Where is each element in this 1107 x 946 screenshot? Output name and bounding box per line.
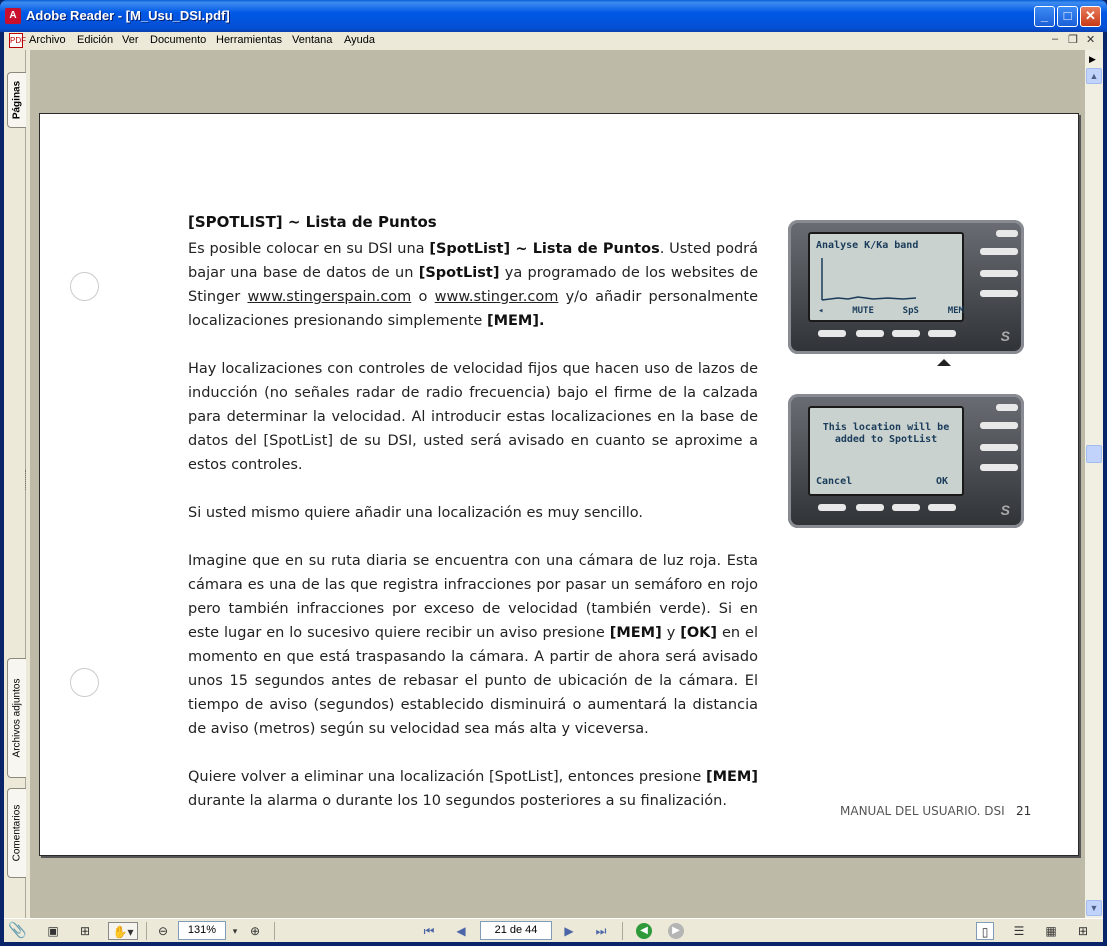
stinger-logo: S (1000, 328, 1010, 344)
device-screen (808, 406, 964, 496)
section-heading: [SPOTLIST] ~ Lista de Puntos (188, 213, 437, 231)
page-footer: MANUAL DEL USUARIO. DSI (840, 804, 1005, 818)
text-run: o (411, 289, 435, 305)
paragraph-1 (188, 237, 758, 333)
last-page-icon[interactable]: ⏭ (595, 924, 607, 938)
zoom-out-icon[interactable]: ⊖ (157, 924, 169, 938)
close-button[interactable]: ✕ (1080, 6, 1101, 27)
text-run: . Usted podrá bajar una base de datos de un (188, 241, 759, 281)
stinger-link[interactable]: www.stinger.com (434, 289, 559, 305)
device-side-button (980, 422, 1018, 429)
paperclip-icon[interactable]: 📎 (8, 922, 27, 939)
tab-comentarios[interactable] (7, 788, 26, 878)
first-page-icon[interactable]: ⏮ (423, 924, 435, 938)
softkey-mute: MUTE (852, 306, 874, 316)
softkey-cancel: Cancel (816, 476, 853, 487)
next-page-icon[interactable]: ▶ (564, 924, 574, 938)
device-bottom-button (892, 330, 920, 337)
text-run: Imagine que en su ruta diaria se encuentra con una cámara de luz roja. Esta cámara es una de las que registra infracciones por pasar un semáforo en rojo pero también infracciones por exceso de velocidad (también verde). Si en este lugar en lo sucesivo quiere recibir un aviso presione (188, 553, 758, 641)
paragraph-4 (188, 549, 758, 741)
continuous-view-icon[interactable]: ☰ (1013, 924, 1025, 938)
device-image-spotlist (788, 394, 1024, 528)
document-viewport[interactable] (30, 50, 1085, 918)
scrollbar-thumb[interactable] (1086, 445, 1102, 463)
device-side-button (996, 404, 1018, 411)
binder-hole (70, 272, 99, 301)
go-forward-icon[interactable]: ▶ (668, 923, 684, 939)
device-side-button (980, 464, 1018, 471)
device-bottom-button (928, 504, 956, 511)
paragraph-2: Hay localizaciones con controles de velocidad fijos que hacen uso de lazos de inducción (no señales radar de radio frecuencia) bajo el firme de la calzada para determinar la velocidad. Al introducir estas localizaciones en la base de datos del [SpotList] de su DSI, usted será avisado en cuanto se aproxime a estos controles. (188, 361, 758, 473)
bold-run: [MEM]. (486, 313, 545, 329)
device-bottom-button (856, 330, 884, 337)
minimize-button[interactable]: _ (1034, 6, 1055, 27)
tab-paginas-label: Páginas (11, 80, 23, 120)
menu-ver[interactable]: Ver (122, 34, 139, 46)
tab-archivos-adjuntos[interactable] (7, 658, 26, 778)
maximize-button[interactable]: □ (1057, 6, 1078, 27)
scroll-down-arrow[interactable]: ▼ (1086, 900, 1102, 916)
main-frame (4, 50, 1103, 918)
tab-paginas[interactable] (7, 72, 26, 128)
facing-pages-view-icon[interactable]: ▦ (1045, 924, 1057, 938)
softkey-row (818, 306, 964, 316)
screen-title: Analyse K/Ka band (816, 240, 919, 251)
sidebar-resize-grip[interactable] (25, 470, 28, 490)
paragraph-5 (188, 765, 758, 813)
vertical-scrollbar[interactable] (1085, 50, 1103, 918)
tab-comentarios-label: Comentarios (11, 804, 23, 862)
stinger-logo: S (1000, 502, 1010, 518)
go-back-icon[interactable]: ◀ (636, 923, 652, 939)
device-side-button (980, 290, 1018, 297)
zoom-in-icon[interactable]: ⊕ (249, 924, 261, 938)
arrow-up-icon (937, 359, 951, 366)
fullscreen-icon[interactable]: ▣ (47, 924, 59, 938)
text-run: ya programado de los websites de Stinger (188, 265, 758, 305)
page-number-field[interactable]: 21 de 44 (480, 921, 552, 940)
zoom-dropdown-icon[interactable]: ▾ (232, 926, 238, 936)
window-title: Adobe Reader - [M_Usu_DSI.pdf] (26, 8, 230, 23)
stingerspain-link[interactable]: www.stingerspain.com (247, 289, 412, 305)
page-footer-number: 21 (1016, 804, 1032, 818)
toolbar-separator (622, 922, 623, 940)
text-run: y (661, 625, 681, 641)
bold-run: [SpotList] ~ Lista de Puntos (429, 241, 660, 257)
device-bottom-button (818, 504, 846, 511)
document-close-button[interactable]: ✕ (1086, 34, 1096, 46)
window-bottom-border (0, 942, 1107, 946)
bold-run: [MEM] (609, 625, 662, 641)
device-side-button (980, 444, 1018, 451)
text-run: en el momento en que está traspasando la cámara. A partir de ahora será avisado unos 15 segundos antes de rebasar el punto de ubicación de la cámara. El tiempo de aviso (segundos) establecido disminuirá o aumentará la distancia de aviso (metros) según su velocidad sea más alta y viceversa. (188, 625, 758, 737)
page-body (188, 210, 758, 837)
text-run: Quiere volver a eliminar una localización [SpotList], entonces presione (188, 769, 706, 785)
screen-line-1: This location will be (822, 422, 950, 433)
title-bar (0, 0, 1107, 32)
continuous-facing-view-icon[interactable]: ⊞ (1077, 924, 1089, 938)
text-run: durante la alarma o durante los 10 segundos posteriores a su finalización. (188, 793, 727, 809)
binder-hole (70, 668, 99, 697)
device-side-button (996, 230, 1018, 237)
device-side-button (980, 248, 1018, 255)
text-run: y/o añadir personalmente localizaciones presionando simplemente (188, 289, 759, 329)
pdf-document-icon[interactable]: PDF (9, 33, 23, 48)
single-page-view-icon[interactable]: ▯ (976, 922, 994, 940)
toolbar-separator (146, 922, 147, 940)
bold-run: [MEM] (705, 769, 758, 785)
signal-graph-icon (818, 256, 918, 304)
triangle-right-icon[interactable]: ▶ (1089, 54, 1096, 64)
toolbar-separator (274, 922, 275, 940)
softkey-mem: MEM (947, 306, 964, 316)
menu-documento[interactable]: Documento (150, 34, 207, 46)
previous-page-icon[interactable]: ◀ (456, 924, 466, 938)
document-minimize-button[interactable]: – (1052, 33, 1059, 45)
tab-archivos-adjuntos-label: Archivos adjuntos (11, 678, 23, 758)
menu-edicion[interactable]: Edición (77, 34, 114, 46)
bottom-toolbar (4, 918, 1103, 942)
menu-ventana[interactable]: Ventana (292, 34, 333, 46)
text-run: Es posible colocar en su DSI una (188, 241, 430, 257)
scroll-up-arrow[interactable]: ▲ (1086, 68, 1102, 84)
menu-ayuda[interactable]: Ayuda (344, 34, 375, 46)
navigation-sidebar (4, 50, 26, 918)
menu-herramientas[interactable]: Herramientas (216, 34, 283, 46)
softkey-sps: SpS (902, 306, 919, 316)
select-icon[interactable]: ⊞ (79, 924, 91, 938)
device-image-analyse (788, 220, 1024, 354)
device-bottom-button (818, 330, 846, 337)
screen-line-2: added to SpotList (834, 434, 938, 445)
pdf-page (39, 113, 1079, 856)
softkey-back: ◂ (818, 306, 824, 316)
softkey-ok: OK (935, 476, 948, 487)
device-screen (808, 232, 964, 322)
bold-run: [OK] (680, 625, 718, 641)
adobe-reader-icon: A (5, 8, 21, 24)
menu-archivo[interactable]: Archivo (29, 34, 66, 46)
hand-tool-icon[interactable]: ✋▾ (108, 922, 138, 940)
bold-run: [SpotList] (418, 265, 500, 281)
paragraph-3: Si usted mismo quiere añadir una localización es muy sencillo. (188, 505, 643, 521)
document-restore-button[interactable]: ❐ (1068, 34, 1078, 46)
device-bottom-button (856, 504, 884, 511)
menu-bar (4, 32, 1103, 50)
zoom-level-field[interactable]: 131% (178, 921, 226, 940)
device-bottom-button (892, 504, 920, 511)
device-side-button (980, 270, 1018, 277)
device-bottom-button (928, 330, 956, 337)
